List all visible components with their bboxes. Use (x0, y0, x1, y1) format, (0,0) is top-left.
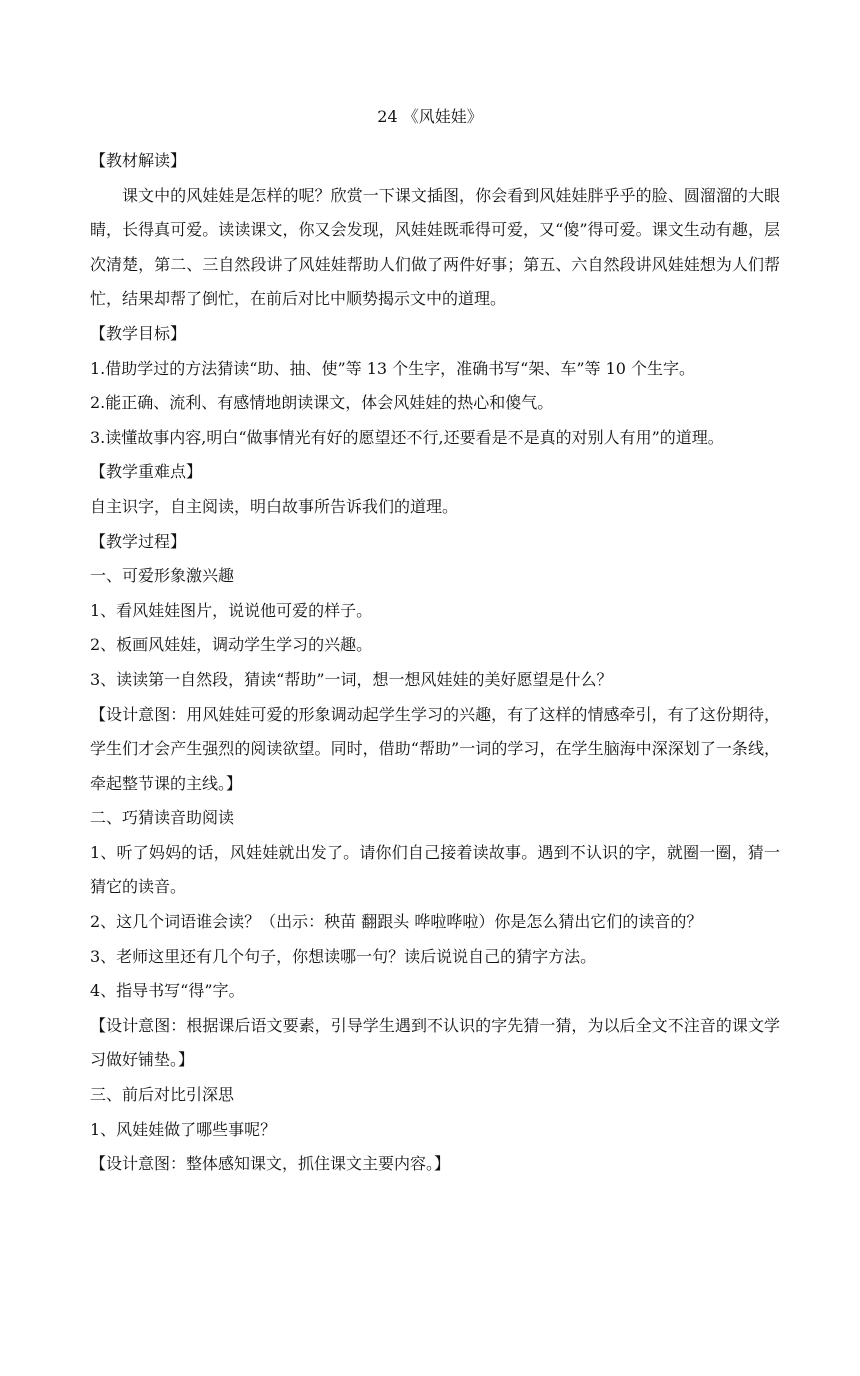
section-heading-1: 一、可爱形象激兴趣 (90, 566, 235, 586)
list-item: 1、风娃娃做了哪些事呢？ (90, 1119, 277, 1139)
list-item: 1、听了妈妈的话，风娃娃就出发了。请你们自己接着读故事。遇到不认识的字，就圈一圈，猜一猜它的读音。 (90, 842, 780, 897)
paragraph-key-difficulties: 自主识字，自主阅读，明白故事所告诉我们的道理。 (90, 496, 459, 516)
list-item: 3、读读第一自然段，猜读“帮助”一词，想一想风娃娃的美好愿望是什么？ (90, 669, 613, 689)
section-heading-3: 三、前后对比引深思 (90, 1085, 235, 1105)
heading-textbook-analysis: 【教材解读】 (90, 151, 187, 170)
list-item: 3、老师这里还有几个句子，你想读哪一句？读后说说自己的猜字方法。 (90, 946, 597, 966)
paragraph-textbook-analysis: 课文中的风娃娃是怎样的呢？欣赏一下课文插图，你会看到风娃娃胖乎乎的脸、圆溜溜的大眼睛，长得真可爱。读读课文，你又会发现，风娃娃既乖得可爱，又“傻”得可爱。课文生动有趣，层次清楚，第二、三自然段讲了风娃娃帮助人们做了两件好事；第五、六自然段讲风娃娃想为人们帮忙，结果却帮了倒忙，在前后对比中顺势揭示文中的道理。 (90, 185, 780, 309)
design-intent-note: 【设计意图：整体感知课文，抓住课文主要内容。】 (90, 1154, 451, 1174)
goal-item-1: 1.借助学过的方法猜读“助、抽、使”等 13 个生字，准确书写“架、车”等 10 个生字。 (90, 358, 696, 378)
goal-item-3: 3.读懂故事内容,明白“做事情光有好的愿望还不行,还要看是不是真的对别人有用”的道理。 (90, 427, 724, 447)
design-intent-note: 【设计意图：根据课后语文要素，引导学生遇到不认识的字先猜一猜，为以后全文不注音的课文学习做好铺垫。】 (90, 1015, 780, 1070)
section-heading-2: 二、巧猜读音助阅读 (90, 808, 235, 828)
heading-teaching-goals: 【教学目标】 (90, 323, 187, 343)
heading-key-difficulties: 【教学重难点】 (90, 462, 203, 482)
goal-item-2: 2.能正确、流利、有感情地朗读课文，体会风娃娃的热心和傻气。 (90, 393, 554, 413)
document-body (90, 144, 780, 1182)
heading-teaching-process: 【教学过程】 (90, 531, 187, 551)
design-intent-note: 【设计意图：用风娃娃可爱的形象调动起学生学习的兴趣，有了这样的情感牵引，有了这份期待，学生们才会产生强烈的阅读欲望。同时，借助“帮助”一词的学习，在学生脑海中深深划了一条线，牵起整节课的主线。】 (90, 704, 780, 793)
list-item: 2、板画风娃娃，调动学生学习的兴趣。 (90, 635, 373, 655)
list-item: 2、这几个词语谁会读？（出示：秧苗 翻跟头 哗啦哗啦）你是怎么猜出它们的读音的？ (90, 912, 703, 932)
document-title: 24 《风娃娃》 (377, 107, 483, 126)
list-item: 1、看风娃娃图片，说说他可爱的样子。 (90, 600, 373, 620)
list-item: 4、指导书写“得”字。 (90, 981, 245, 1001)
